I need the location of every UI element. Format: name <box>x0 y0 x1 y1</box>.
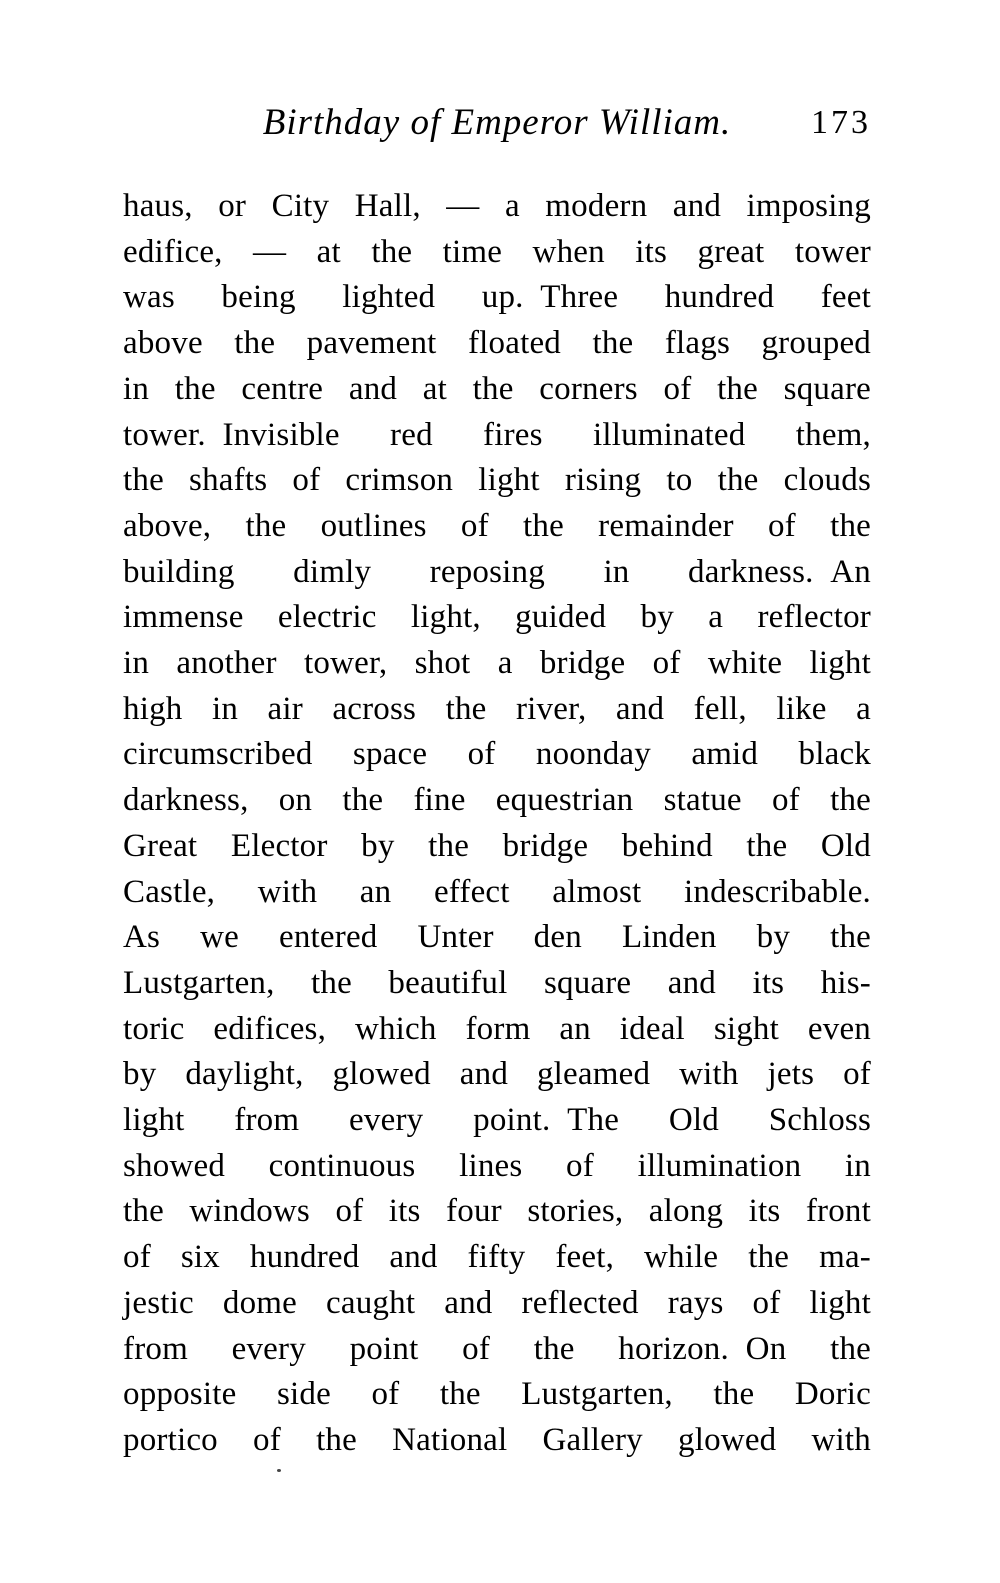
print-speck <box>277 1469 281 1472</box>
text-line: by daylight, glowed and gleamed with jets of <box>123 1056 871 1093</box>
text-line: in the centre and at the corners of the square <box>123 370 871 407</box>
text-line: jestic dome caught and reflected rays of light <box>123 1284 871 1321</box>
text-line: Great Elector by the bridge behind the Old <box>123 827 871 864</box>
text-line: haus, or City Hall, — a modern and imposing <box>123 188 871 224</box>
text-line: immense electric light, guided by a reflector <box>123 599 871 636</box>
text-line: darkness, on the fine equestrian statue of the <box>123 782 871 819</box>
text-line: Castle, with an effect almost indescribable. <box>123 873 871 910</box>
text-line: portico of the National Gallery glowed with <box>123 1421 871 1458</box>
text-line: Lustgarten, the beautiful square and its his- <box>123 964 871 1001</box>
text-line: the windows of its four stories, along its front <box>123 1193 871 1230</box>
text-line: above the pavement floated the flags grouped <box>123 325 871 362</box>
text-line: As we entered Unter den Linden by the <box>123 919 871 956</box>
page-header <box>123 101 871 151</box>
text-line: high in air across the river, and fell, like a <box>123 690 871 727</box>
text-line: was being lighted up. Three hundred feet <box>123 279 871 316</box>
running-title: Birthday of Emperor William. <box>262 102 732 143</box>
text-line: light from every point. The Old Schloss <box>123 1102 871 1139</box>
body-text-block <box>123 184 871 1464</box>
text-line: from every point of the horizon. On the <box>123 1330 871 1367</box>
text-line: in another tower, shot a bridge of white light <box>123 645 871 682</box>
text-line: above, the outlines of the remainder of the <box>123 507 871 544</box>
text-line: edifice, — at the time when its great tower <box>123 233 871 270</box>
text-line: opposite side of the Lustgarten, the Doric <box>123 1376 871 1413</box>
text-line: of six hundred and fifty feet, while the ma- <box>123 1239 871 1276</box>
text-line: toric edifices, which form an ideal sight even <box>123 1010 871 1047</box>
text-line: the shafts of crimson light rising to the clouds <box>123 462 871 499</box>
text-line: circumscribed space of noonday amid black <box>123 736 871 773</box>
text-line: showed continuous lines of illumination in <box>123 1147 871 1184</box>
text-line: tower. Invisible red fires illuminated them, <box>123 416 871 453</box>
text-line: building dimly reposing in darkness. An <box>123 553 871 590</box>
page-number: 173 <box>811 104 871 141</box>
